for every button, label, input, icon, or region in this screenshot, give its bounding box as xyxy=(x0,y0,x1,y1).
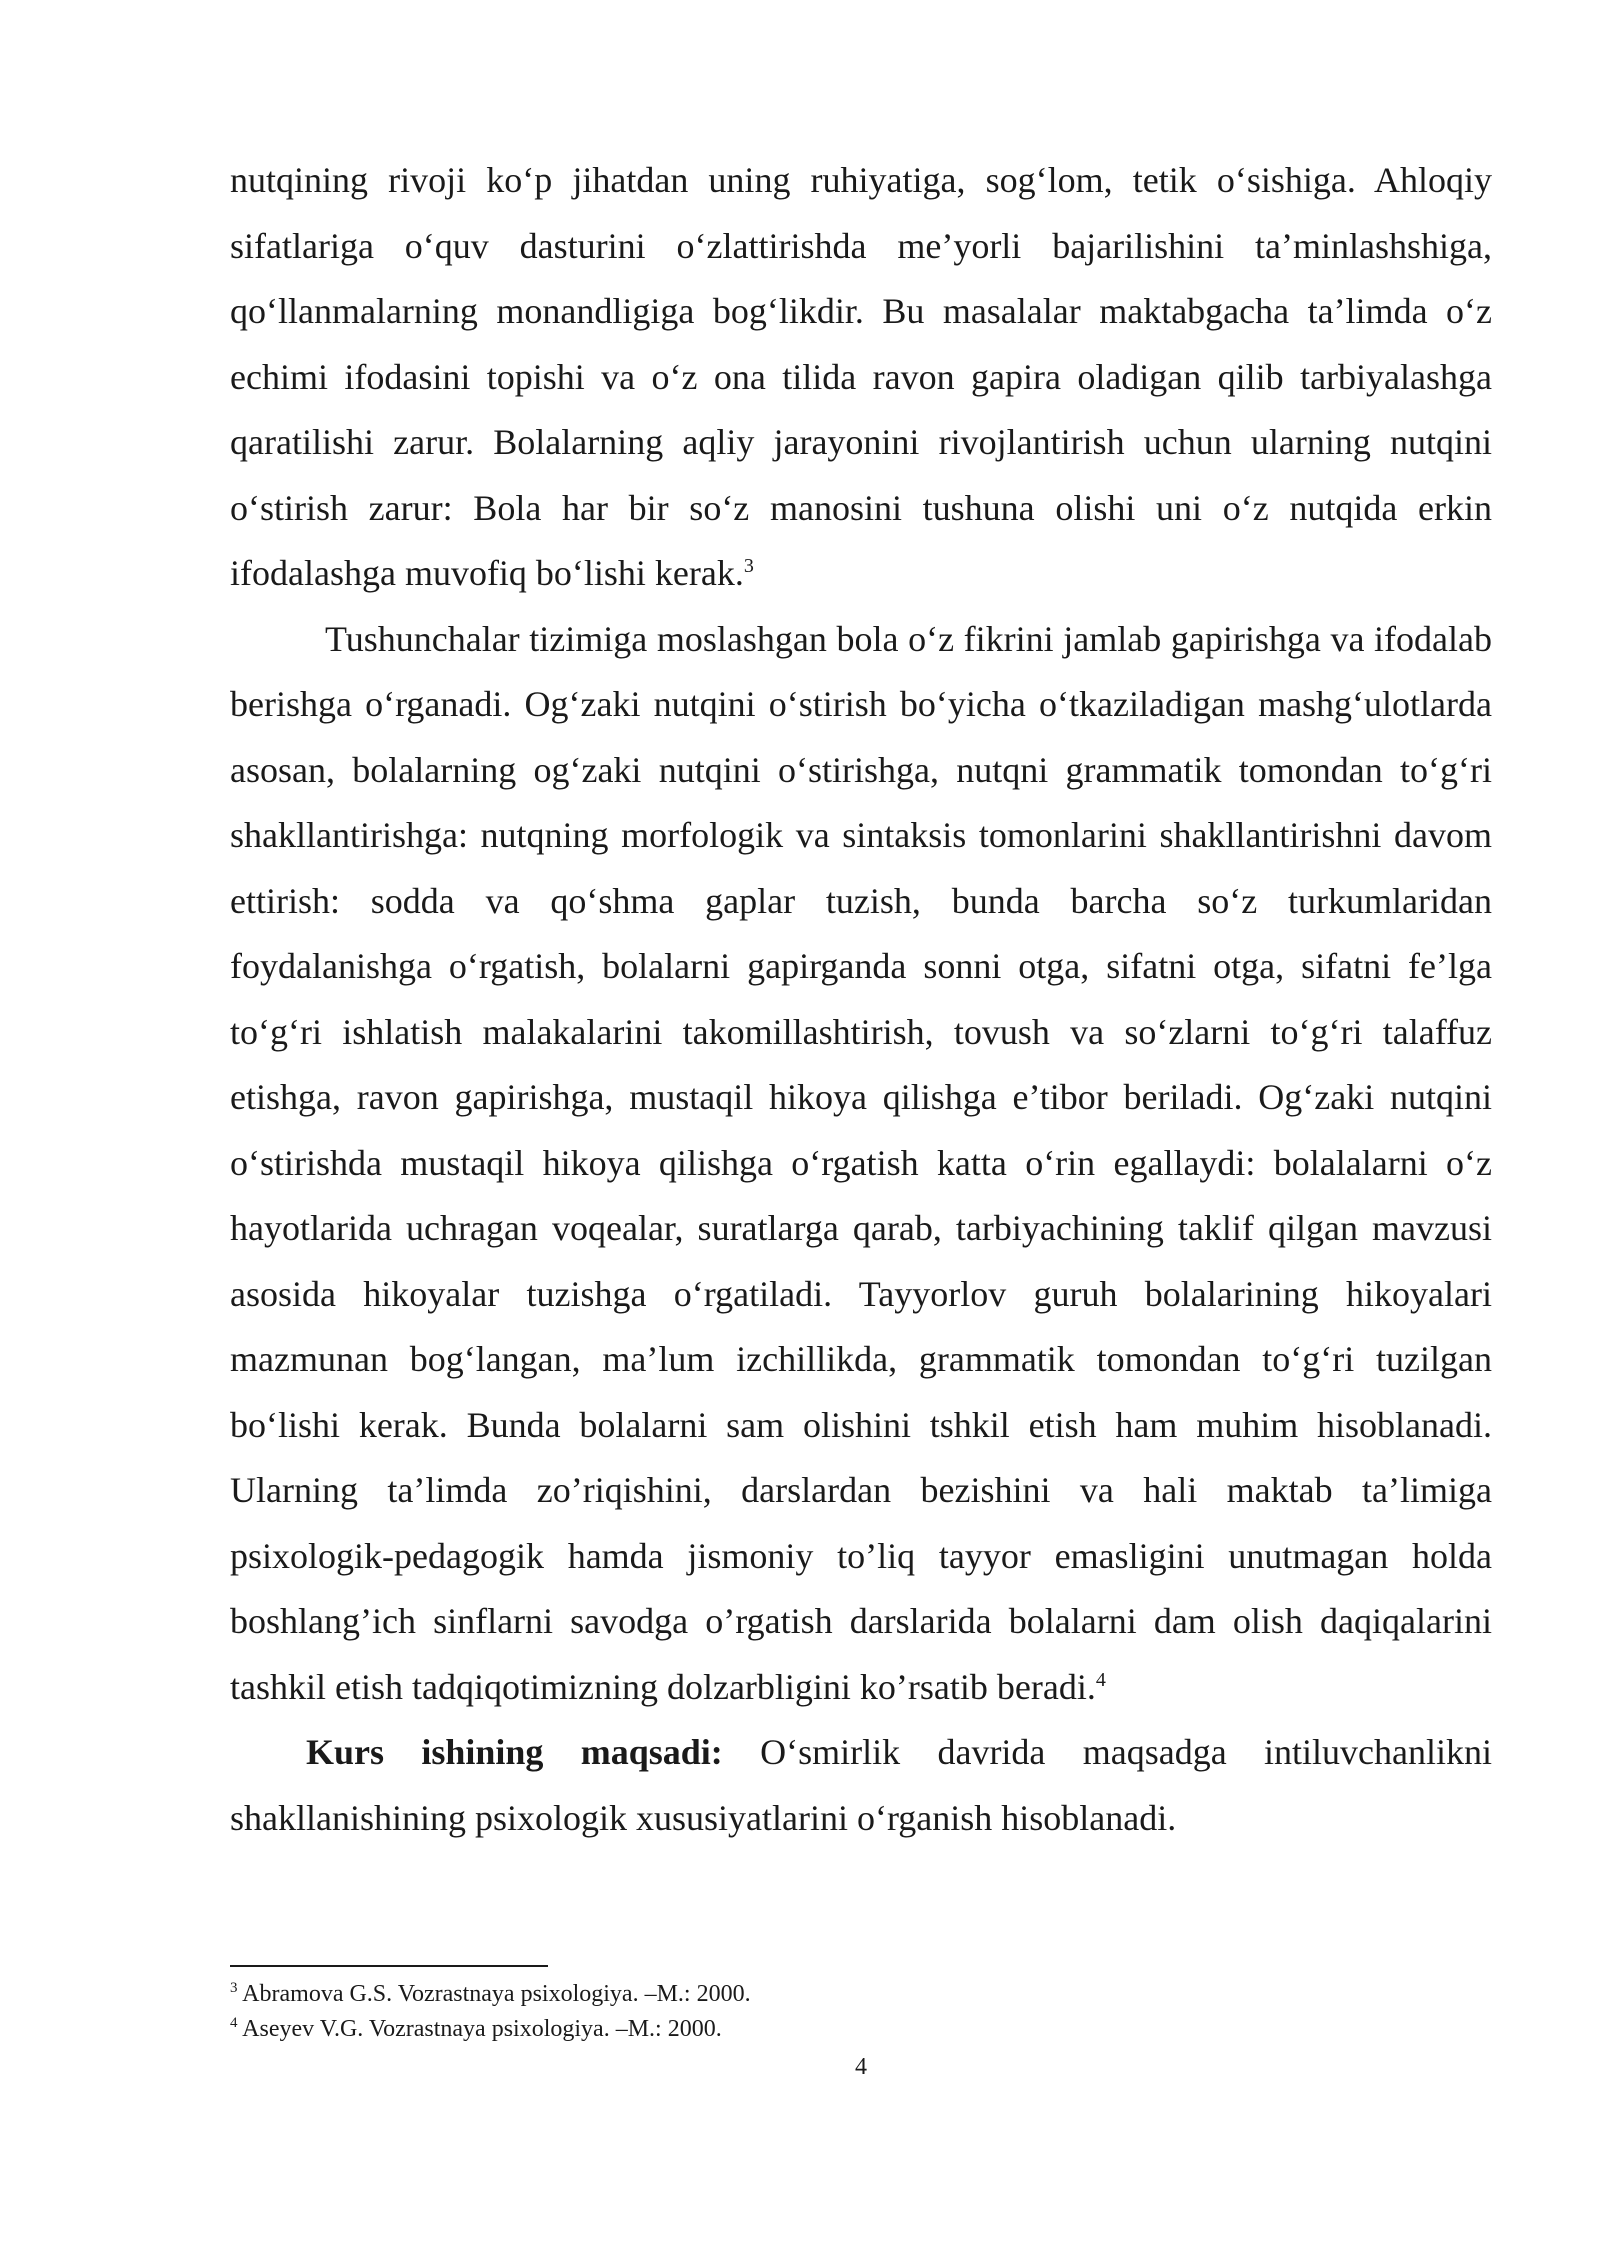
paragraph-3 xyxy=(230,1720,1492,1851)
course-goal-label: Kurs ishining maqsadi: xyxy=(306,1732,723,1772)
footnotes xyxy=(230,1977,1492,2047)
footnote-text: Abramova G.S. Vozrastnaya psixologiya. –M.: 2000. xyxy=(237,1981,751,2007)
page-number: 4 xyxy=(855,2054,867,2080)
paragraph-2-text: Tushunchalar tizimiga moslashgan bola o‘z fikrini jamlab gapirishga va ifodalab berishga o‘rganadi. Og‘zaki nutqini o‘stirish bo‘yicha o‘tkaziladigan mashg‘ulotlarda asosan, bolalarning og‘zaki nutqini o‘stirishga, nutqni grammatik tomondan to‘g‘ri shakllantirishga: nutqning morfologik va sintaksis tomonlarini shakllantirishni davom ettirish: sodda va qo‘shma gaplar tuzish, bunda barcha so‘z turkumlaridan foydalanishga o‘rgatish, bolalarni gapirganda sonni otga, sifatni otga, sifatni fe’lga to‘g‘ri ishlatish malakalarini takomillashtirish, tovush va so‘zlarni to‘g‘ri talaffuz etishga, ravon gapirishga, mustaqil hikoya qilishga e’tibor beriladi. Og‘zaki nutqini o‘stirishda mustaqil hikoya qilishga o‘rgatish katta o‘rin egallaydi: bolalalarni o‘z hayotlarida uchragan voqealar, suratlarga qarab, tarbiyachining taklif qilgan mavzusi asosida hikoyalar tuzishga o‘rgatiladi. Tayyorlov guruh bolalarining hikoyalari mazmunan bog‘langan, ma’lum izchillikda, grammatik tomondan to‘g‘ri tuzilgan bo‘lishi kerak. Bunda bolalarni sam olishini tshkil etish ham muhim hisoblanadi. Ularning ta’limda zo’riqishini, darslardan bezishini va hali maktab ta’limiga psixologik-pedagogik hamda jismoniy to’liq tayyor emasligini unutmagan holda boshlang’ich sinflarni savodga o’rgatish darslarida bolalarni dam olish daqiqalarini tashkil etish tadqiqotimizning dolzarbligini ko’rsatib beradi. xyxy=(230,618,1492,1707)
footnote-4 xyxy=(230,2012,1492,2047)
footnote-number: 3 xyxy=(230,1980,238,1996)
paragraph-3-text: O‘smirlik davrida maqsadga intiluvchanlikni shakllanishining psixologik xususiyatlarini o‘rganish hisoblanadi. xyxy=(230,1732,1492,1838)
footnote-3 xyxy=(230,1977,1492,2012)
footnote-ref-4[interactable]: 4 xyxy=(1095,1668,1106,1691)
footnote-number: 4 xyxy=(230,2015,238,2031)
paragraph-2 xyxy=(230,607,1492,1721)
footnote-text: Aseyev V.G. Vozrastnaya psixologiya. –M.: 2000. xyxy=(237,2016,722,2042)
footnote-ref-3[interactable]: 3 xyxy=(743,555,754,577)
paragraph-1 xyxy=(230,148,1492,607)
paragraph-1-text: nutqining rivoji ko‘p jihatdan uning ruhiyatiga, sog‘lom, tetik o‘sishiga. Ahloqiy sifatlariga o‘quv dasturini o‘zlattirishda me’yorli bajarilishini ta’minlashshiga, qo‘llanmalarning monandligiga bog‘likdir. Bu masalalar maktabgacha ta’limda o‘z echimi ifodasini topishi va o‘z ona tilida ravon gapira oladigan qilib tarbiyalashga qaratilishi zarur. Bolalarning aqliy jarayonini rivojlantirish uchun ularning nutqini o‘stirish zarur: Bola har bir so‘z manosini tushuna olishi uni o‘z nutqida erkin ifodalashga muvofiq bo‘lishi kerak. xyxy=(230,160,1492,593)
document-body xyxy=(230,148,1492,1851)
footnote-separator xyxy=(230,1965,548,1967)
